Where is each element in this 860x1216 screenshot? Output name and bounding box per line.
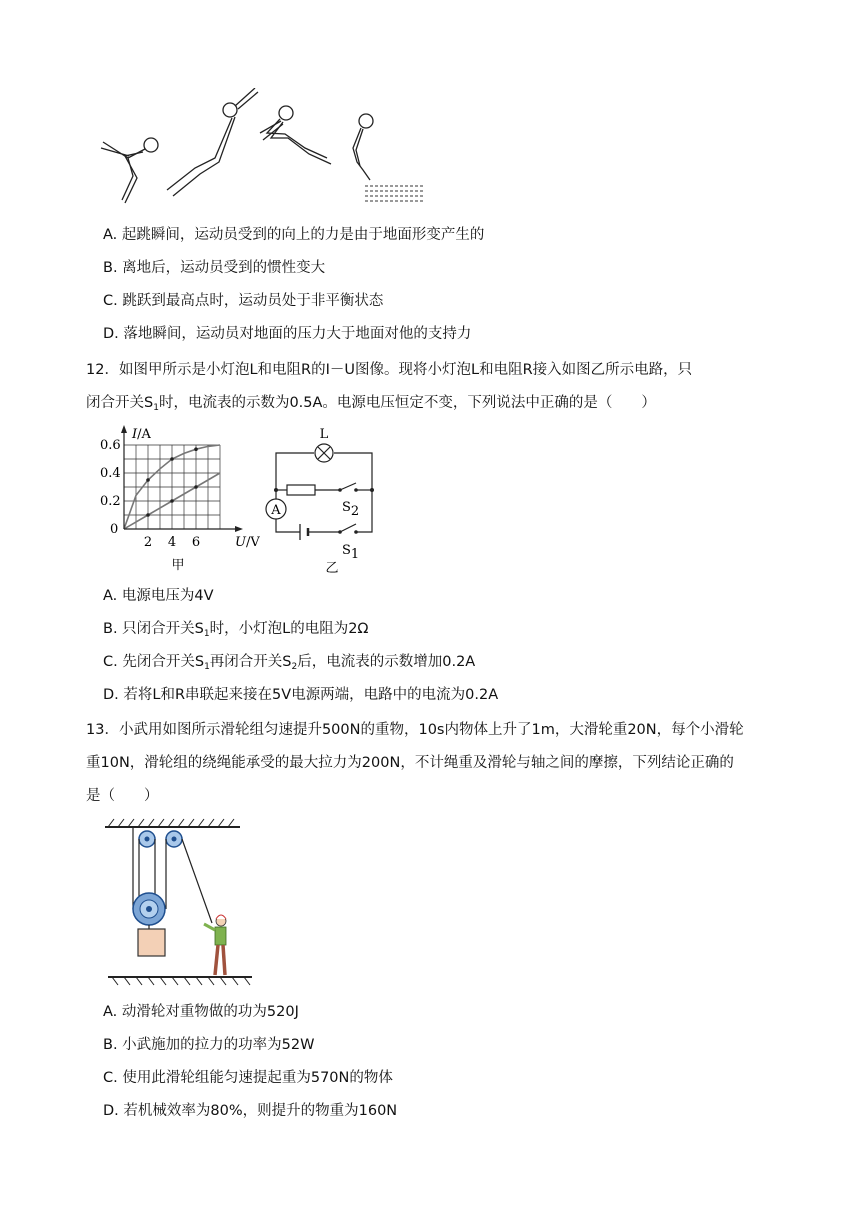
worker-icon — [204, 915, 226, 975]
q13-stem-line-2: 重10N，滑轮组的绕绳能承受的最大拉力为200N，不计绳重及滑轮与轴之间的摩擦，下列结论正确的 — [86, 755, 734, 771]
q11-option-c: C. 跳跃到最高点时，运动员处于非平衡状态 — [103, 293, 384, 309]
y-tick-label: 0.4 — [100, 466, 121, 481]
y-tick-label: 0.6 — [100, 438, 121, 453]
q13-stem-line-3: 是（ ） — [86, 788, 159, 804]
q11-option-a: A. 起跳瞬间，运动员受到的向上的力是由于地面形变产生的 — [103, 227, 485, 243]
data-point — [170, 457, 174, 461]
switch-s2-icon — [340, 483, 356, 490]
switch-s1-icon — [340, 524, 356, 532]
q12-iu-chart — [96, 422, 266, 582]
q13-option-b: B. 小武施加的拉力的功率为52W — [103, 1037, 315, 1053]
data-point — [194, 485, 198, 489]
x-tick-label: 4 — [167, 535, 177, 550]
lamp-label: L — [319, 427, 329, 442]
load-block-icon — [138, 929, 165, 956]
q12-stem-line-1: 12．如图甲所示是小灯泡L和电阻R的I－U图像。现将小灯泡L和电阻R接入如图乙所示电路，只 — [86, 362, 693, 378]
q13-option-d: D. 若机械效率为80%，则提升的物重为160N — [103, 1103, 398, 1119]
s1-label: $S_1$ — [342, 543, 360, 562]
q13-option-c: C. 使用此滑轮组能匀速提起重为570N的物体 — [103, 1070, 393, 1086]
y-axis-arrow-icon — [121, 425, 127, 433]
q11-option-d: D. 落地瞬间，运动员对地面的压力大于地面对他的支持力 — [103, 326, 472, 342]
resistor-icon — [287, 485, 315, 495]
y-tick-label: 0 — [110, 522, 119, 537]
q13-option-a: A. 动滑轮对重物做的功为520J — [103, 1004, 299, 1020]
q12-stem-line-2: 闭合开关$S_1$时，电流表的示数为0.5A。电源电压恒定不变，下列说法中正确的是（ ） — [86, 395, 656, 413]
q11-option-b: B. 离地后，运动员受到的惯性变大 — [103, 260, 326, 276]
x-axis-label: U/V — [235, 535, 260, 550]
figure-caption-yi: 乙 — [325, 561, 339, 576]
ammeter-label: A — [271, 503, 281, 518]
figure-caption-jia: 甲 — [171, 558, 185, 573]
data-point — [170, 499, 174, 503]
data-point — [146, 513, 150, 517]
data-point — [146, 478, 150, 482]
q12-option-d: D. 若将L和R串联起来接在5V电源两端，电路中的电流为0.2A — [103, 687, 499, 703]
q13-stem-line-1: 13．小武用如图所示滑轮组匀速提升500N的重物，10s内物体上升了1m，大滑轮重20N，每个小滑轮 — [86, 722, 744, 738]
q12-option-b: B. 只闭合开关$S_1$时，小灯泡L的电阻为2Ω — [103, 621, 369, 639]
q12-circuit — [260, 420, 390, 580]
s2-label: $S_2$ — [342, 500, 360, 519]
q12-option-a: A. 电源电压为4V — [103, 588, 214, 604]
x-axis-arrow-icon — [235, 526, 243, 532]
y-tick-label: 0.2 — [100, 494, 121, 509]
x-tick-label: 2 — [143, 535, 153, 550]
q11-jump-figures — [95, 88, 435, 208]
y-axis-label: I/A — [132, 427, 151, 442]
q13-pulley-figure — [100, 815, 260, 990]
q12-option-c: C. 先闭合开关$S_1$再闭合开关$S_2$后，电流表的示数增加0.2A — [103, 654, 476, 672]
x-tick-label: 6 — [191, 535, 201, 550]
data-point — [194, 447, 198, 451]
